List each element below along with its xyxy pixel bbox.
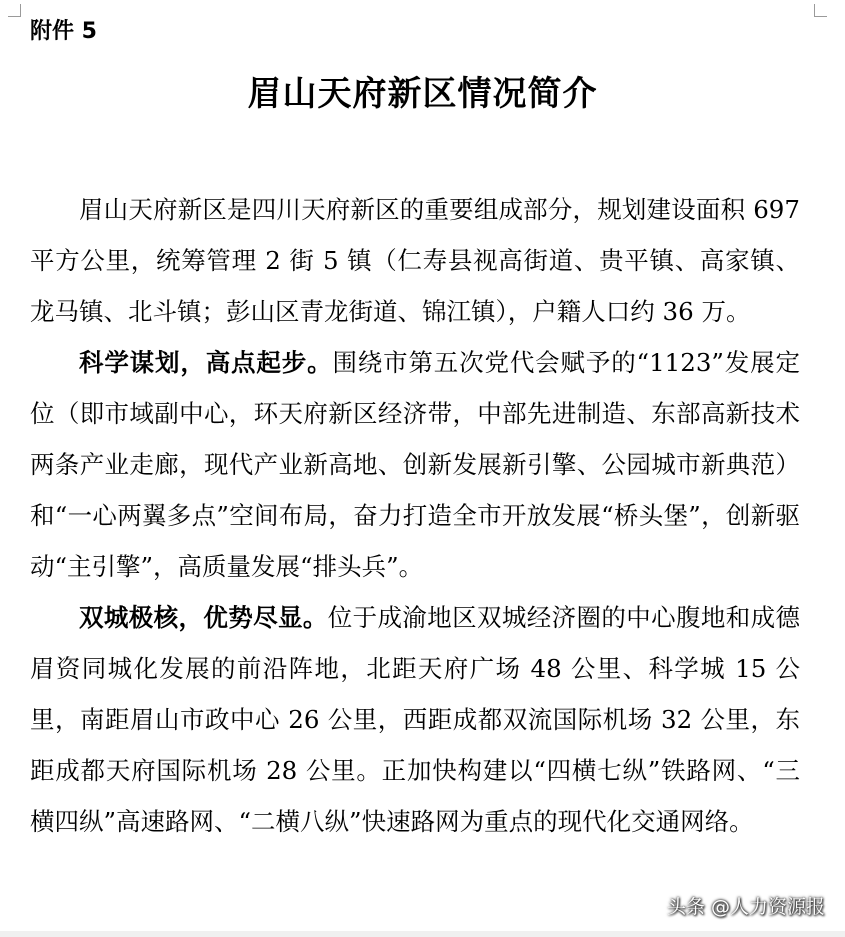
paragraph-lead: 双城极核，优势尽显。 (79, 603, 328, 632)
document-title: 眉山天府新区情况简介 (247, 74, 598, 114)
document-body (30, 184, 800, 847)
page-corner-mark-left (8, 4, 21, 17)
paragraph-text: 眉山天府新区是四川天府新区的重要组成部分，规划建设面积 697 平方公里，统筹管理 2 街 5 镇（仁寿县视高街道、贵平镇、高家镇、龙马镇、北斗镇；彭山区青龙街道、锦江镇），户籍人口约 36 万。 (30, 195, 800, 326)
page-bottom-edge (0, 931, 845, 937)
paragraph-text: 围绕市第五次党代会赋予的“1123”发展定位（即市域副中心，环天府新区经济带，中部先进制造、东部高新技术两条产业走廊，现代产业新高地、创新发展新引擎、公园城市新典范）和“一心两翼多点”空间布局，奋力打造全市开放发展“桥头堡”，创新驱动“主引擎”，高质量发展“排头兵”。 (30, 348, 800, 581)
paragraph-planning (30, 337, 800, 592)
annex-label: 附件 5 (30, 19, 97, 44)
paragraph-location (30, 592, 800, 847)
source-watermark: 头条 @人力资源报 (666, 896, 825, 918)
page-corner-mark-right (814, 4, 827, 17)
paragraph-text: 位于成渝地区双城经济圈的中心腹地和成德眉资同城化发展的前沿阵地，北距天府广场 48 公里、科学城 15 公里，南距眉山市政中心 26 公里，西距成都双流国际机场 32 公里，东距成都天府国际机场 28 公里。正加快构建以“四横七纵”铁路网、“三横四纵”高速路网、“二横八纵”快速路网为重点的现代化交通网络。 (30, 603, 800, 836)
paragraph-overview (30, 184, 800, 337)
paragraph-lead: 科学谋划，高点起步。 (79, 348, 333, 377)
